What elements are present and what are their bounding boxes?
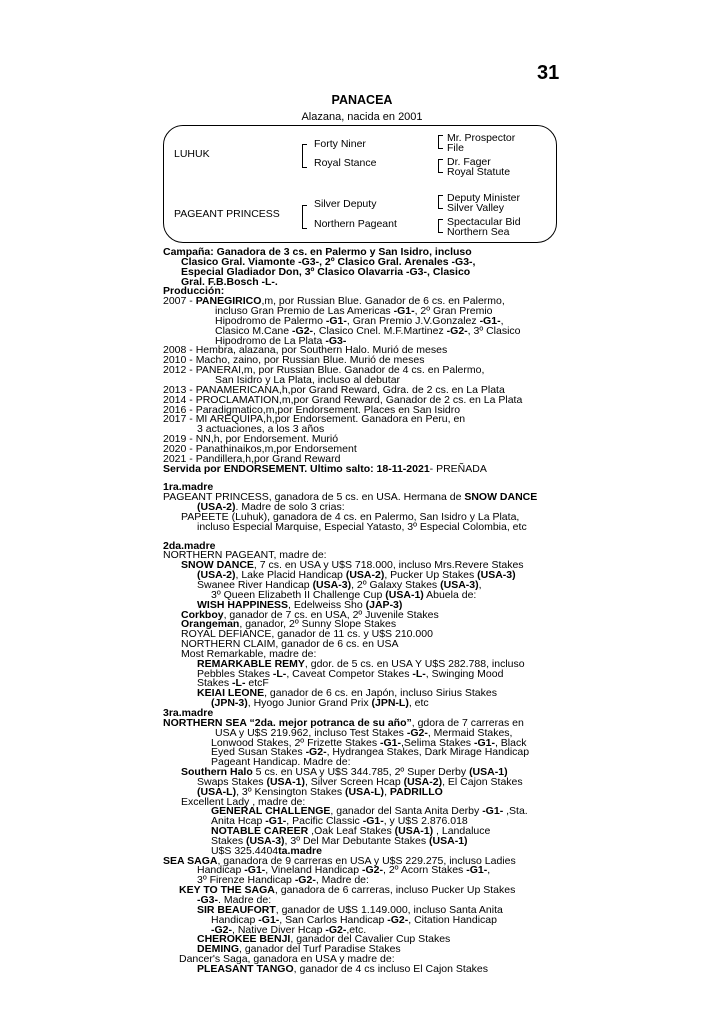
- pedigree-sire: LUHUK: [174, 148, 210, 160]
- text-segment: , ganador de 4 cs incluso El Cajon Stakes: [293, 962, 489, 975]
- text-segment: Stakes: [211, 834, 247, 847]
- text-segment: 3º Firenze Handicap: [197, 874, 295, 887]
- text-segment: PAGEANT PRINCESS, ganadora de 5 cs. en USA. Hermana de: [163, 491, 465, 504]
- text-segment: -G2-: [362, 864, 383, 877]
- text-segment: (JPN-L): [371, 697, 409, 710]
- pedigree-ggp-1: Mr. Prospector File: [447, 132, 516, 154]
- text-segment: -G1-: [380, 736, 402, 749]
- text-segment: ROYAL DEFIANCE, ganador de 11 cs. y U$S 210.000: [181, 628, 433, 641]
- text-segment: 2007 -: [163, 295, 196, 308]
- text-segment: 2021 - Pandillera,h,por Grand Reward: [163, 452, 341, 465]
- first-dam-line: [163, 520, 537, 533]
- text-segment: -G1-: [479, 314, 501, 327]
- text-segment: , San Carlos Handicap: [279, 913, 388, 926]
- second-dam-line: [163, 699, 537, 709]
- text-segment: , Silver Screen Hcap: [304, 775, 404, 788]
- text-segment: 3ra.madre: [163, 706, 214, 719]
- text-segment: Stakes: [197, 677, 233, 690]
- text-segment: , Pacific Classic: [286, 815, 363, 828]
- bracket: [438, 219, 443, 233]
- text-segment: , ganador del Santa Anita Derby: [330, 805, 483, 818]
- text-segment: , gdora de 7 carreras en: [411, 716, 524, 729]
- text-segment: incluso Gran Premio de Las Americas: [215, 305, 394, 318]
- text-segment: -L-: [272, 667, 287, 680]
- text-segment: Gral. F.B.Bosch -L-.: [181, 275, 278, 288]
- text-segment: Handicap: [197, 864, 245, 877]
- text-segment: , 7 cs. en USA y U$S 718.000, incluso Mrs.Revere Stakes: [253, 559, 524, 572]
- pedigree-ggp-4: Spectacular Bid Northern Sea: [447, 216, 521, 238]
- text-segment: . Madre de solo 3 crias:: [235, 501, 345, 514]
- text-segment: ,Selima Stakes: [401, 736, 474, 749]
- text-segment: , gdor. de 5 cs. en USA Y U$S 282.788, incluso: [304, 657, 525, 670]
- text-segment: KEY TO THE SAGA: [179, 884, 275, 897]
- text-segment: ,etc.: [346, 923, 367, 936]
- text-segment: -G2-: [325, 923, 347, 936]
- text-segment: , 3º Clasico: [467, 324, 521, 337]
- text-segment: 5 cs. en USA y U$S 344.785, 2º Super Derby: [252, 766, 470, 779]
- text-segment: , ganador de 7 cs. en USA, 2º Juvenile Stakes: [223, 608, 439, 621]
- text-segment: DEMING: [197, 943, 239, 956]
- text-segment: Abuela de:: [423, 588, 477, 601]
- text-segment: 2017 - MI AREQUIPA,h,por Endorsement. Ganadora en Peru, en: [163, 413, 466, 426]
- text-segment: , 3º Kensington Stakes: [236, 785, 345, 798]
- text-segment: , Hyogo Junior Grand Prix: [247, 697, 372, 710]
- text-segment: -G1-: [325, 314, 347, 327]
- text-segment: Clasico Gral. Viamonte -G3-, 2º Clasico Gral. Arenales -G3-,: [181, 255, 476, 268]
- text-segment: , 2º Gran Premio: [414, 305, 493, 318]
- pedigree-dam: PAGEANT PRINCESS: [174, 208, 280, 220]
- text-segment: 2020 - Panathinaikos,m,por Endorsement: [163, 442, 357, 455]
- text-segment: (USA-1): [266, 775, 305, 788]
- text-segment: -G1-: [258, 913, 280, 926]
- text-segment: (USA-1): [429, 834, 468, 847]
- text-segment: , ganador del Cavalier Cup Stakes: [290, 933, 451, 946]
- text-segment: -L-: [232, 677, 246, 690]
- text-segment: , Vineland Handicap: [265, 864, 362, 877]
- text-segment: , Edelweiss Sho: [288, 598, 366, 611]
- text-segment: , ganadora de 9 carreras en USA y U$S 229.275, incluso Ladies: [217, 854, 516, 867]
- text-segment: -G2-: [387, 913, 409, 926]
- text-segment: USA y U$S 219.962, incluso Test Stakes: [215, 726, 407, 739]
- text-segment: Handicap: [211, 913, 259, 926]
- text-segment: (USA-3): [477, 569, 516, 582]
- text-segment: Servida por ENDORSEMENT. Ultimo salto: 18-11-2021: [163, 462, 430, 475]
- section-gap: [163, 474, 537, 483]
- text-segment: San Isidro y La Plata, incluso al debutar: [215, 373, 401, 386]
- text-segment: NORTHERN SEA “2da. mejor potranca de su año”: [163, 716, 412, 729]
- text-segment: , 2º Acorn Stakes: [383, 864, 467, 877]
- text-segment: ,m, por Russian Blue. Ganador de 6 cs. en Palermo,: [261, 295, 505, 308]
- text-segment: , y U$S 2.876.018: [383, 815, 468, 828]
- text-segment: , Gran Premio J.V.Gonzalez: [346, 314, 480, 327]
- text-segment: (USA-1): [385, 588, 424, 601]
- text-segment: -G2-: [294, 874, 316, 887]
- pedigree-sire-dam: Royal Stance: [314, 157, 377, 169]
- text-segment: Eyed Susan Stakes: [211, 746, 306, 759]
- text-segment: (USA-1): [469, 766, 508, 779]
- text-segment: -G3-: [325, 334, 347, 347]
- text-segment: PANEGIRICO: [195, 295, 262, 308]
- text-segment: 2019 - NN,h, por Endorsement. Murió: [163, 433, 339, 446]
- text-segment: Lonwood Stakes, 2º Frizette Stakes: [211, 736, 381, 749]
- text-segment: -G2-: [406, 726, 428, 739]
- text-segment: SNOW DANCE: [181, 559, 254, 572]
- text-segment: 1ra.madre: [163, 481, 214, 494]
- text-segment: Swanee River Handicap: [197, 579, 313, 591]
- pedigree-ggp-2: Dr. Fager Royal Statute: [447, 156, 511, 178]
- text-segment: (USA-2): [197, 569, 236, 582]
- text-segment: SNOW DANCE: [464, 491, 538, 504]
- text-segment: REMARKABLE REMY: [197, 657, 305, 670]
- text-segment: , Swinging Mood: [425, 667, 504, 680]
- text-segment: -G2-: [211, 923, 232, 936]
- text-segment: 2008 - Hembra, alazana, por Southern Halo. Murió de meses: [163, 344, 448, 357]
- horse-description: Alazana, nacida en 2001: [301, 111, 423, 123]
- text-segment: -G2-: [446, 324, 468, 337]
- text-segment: 2014 - PROCLAMATION,m,por Grand Reward, Ganador de 2 cs. en La Plata: [163, 393, 523, 406]
- text-segment: , Lake Placid Handicap: [235, 569, 346, 582]
- bracket: [302, 144, 307, 168]
- text-segment: WISH HAPPINESS: [197, 598, 289, 611]
- text-segment: , Citation Handicap: [408, 913, 497, 926]
- text-segment: ,Sta.: [503, 805, 528, 818]
- text-segment: Dancer's Saga, ganadora en USA y madre de:: [179, 953, 395, 966]
- text-segment: , ganador de 6 cs. en Japón, incluso Sirius Stakes: [264, 687, 497, 700]
- text-segment: NORTHERN PAGEANT, madre de:: [163, 549, 327, 562]
- text-segment: ,: [478, 579, 482, 591]
- text-segment: (USA-3): [440, 579, 479, 591]
- text-segment: ,: [487, 864, 491, 877]
- text-segment: Producción:: [163, 285, 225, 298]
- text-segment: Corkboy: [181, 608, 224, 621]
- text-segment: SIR BEAUFORT: [197, 903, 276, 916]
- text-segment: Swaps Stakes: [197, 775, 267, 788]
- text-segment: (JAP-3): [365, 598, 403, 611]
- text-segment: ,: [384, 785, 390, 798]
- text-segment: Pebbles Stakes: [197, 667, 273, 680]
- text-segment: Excellent Lady , madre de:: [181, 795, 306, 808]
- bracket: [438, 159, 443, 173]
- record-line: [163, 462, 537, 475]
- text-segment: 2012 - PANERAI,m, por Russian Blue. Ganador de 4 cs. en Palermo,: [163, 364, 485, 377]
- bracket: [438, 195, 443, 209]
- text-segment: -G1-: [473, 736, 495, 749]
- text-segment: CHEROKEE BENJI: [197, 933, 291, 946]
- text-segment: - PREÑADA: [429, 462, 487, 475]
- section-gap: [163, 533, 537, 542]
- text-segment: , ganador, 2º Sunny Slope Stakes: [239, 618, 397, 631]
- text-segment: 2da.madre: [163, 539, 216, 552]
- text-segment: Southern Halo: [181, 766, 253, 779]
- pedigree-sire-sire: Forty Niner: [314, 138, 366, 150]
- text-segment: , Madre de:: [315, 874, 369, 887]
- bracket: [302, 205, 307, 229]
- text-segment: (USA-L): [197, 785, 237, 798]
- text-segment: Orangeman: [181, 618, 240, 631]
- text-segment: (USA-L): [344, 785, 385, 798]
- text-segment: ta.madre: [278, 844, 322, 857]
- text-segment: -G1-: [265, 815, 287, 828]
- text-segment: NOTABLE CAREER: [211, 825, 309, 838]
- text-segment: , 2º Galaxy Stakes: [351, 579, 441, 591]
- bracket: [438, 135, 443, 149]
- text-segment: -L-: [412, 667, 426, 680]
- text-segment: -G2-: [305, 746, 327, 759]
- text-segment: , ganador del Turf Paradise Stakes: [239, 943, 401, 956]
- page-number: 31: [537, 62, 560, 84]
- text-segment: , 3º Del Mar Debutante Stakes: [284, 834, 430, 847]
- text-segment: (USA-2): [197, 501, 236, 514]
- text-segment: Especial Gladiador Don, 3º Clasico Olavarria -G3-, Clasico: [181, 265, 471, 278]
- pedigree-dam-sire: Silver Deputy: [314, 198, 377, 210]
- text-segment: , Native Diver Hcap: [232, 923, 326, 936]
- text-segment: , ganadora de 6 carreras, incluso Pucker Up Stakes: [274, 884, 516, 897]
- text-segment: (USA-2): [345, 569, 385, 582]
- text-segment: , El Cajon Stakes: [442, 775, 523, 788]
- text-segment: 2010 - Macho, zaino, por Russian Blue. Murió de meses: [163, 354, 425, 367]
- text-segment: Hipodromo de La Plata: [215, 334, 326, 347]
- pedigree-dam-dam: Northern Pageant: [314, 218, 397, 230]
- text-segment: (USA-3): [246, 834, 285, 847]
- text-segment: etcF: [245, 677, 269, 690]
- text-segment: , Landaluce: [433, 825, 491, 838]
- text-segment: (JPN-3): [211, 697, 248, 710]
- text-segment: , Pucker Up Stakes: [384, 569, 478, 582]
- text-segment: -G3-: [197, 894, 218, 906]
- text-segment: , Clasico Cnel. M.F.Martinez: [313, 324, 447, 337]
- text-segment: KEIAI LEONE: [197, 687, 265, 700]
- text-segment: 3º Queen Elizabeth II Challenge Cup: [211, 588, 386, 601]
- text-segment: (USA-3): [312, 579, 352, 591]
- text-segment: . Madre de:: [218, 894, 272, 906]
- text-segment: -G1-: [362, 815, 384, 828]
- text-segment: PADRILLO: [389, 785, 443, 798]
- text-segment: PAPEETE (Luhuk), ganadora de 4 cs. en Palermo, San Isidro y La Plata,: [181, 510, 520, 523]
- text-segment: Hipodromo de Palermo: [215, 314, 326, 327]
- text-segment: , etc: [408, 697, 429, 710]
- text-segment: 2016 - Paradigmatico,m,por Endorsement. Places en San Isidro: [163, 403, 461, 416]
- third-dam-line: [163, 962, 537, 975]
- text-segment: 3 actuaciones, a los 3 años: [197, 423, 325, 436]
- text-segment: NORTHERN CLAIM, ganador de 6 cs. en USA: [181, 638, 399, 651]
- text-segment: -G2-: [292, 324, 314, 337]
- text-segment: -G1-: [393, 305, 415, 318]
- text-segment: ,Oak Leaf Stakes: [308, 825, 395, 838]
- text-segment: SEA SAGA: [163, 854, 218, 867]
- text-segment: Anita Hcap: [211, 815, 266, 828]
- horse-name: PANACEA: [331, 93, 393, 107]
- text-segment: incluso Especial Marquise, Especial Yatasto, 3º Especial Colombia, etc: [197, 520, 527, 533]
- text-segment: ,: [500, 314, 504, 327]
- text-segment: , Hydrangea Stakes, Dark Mirage Handicap: [326, 746, 530, 759]
- text-segment: , Caveat Competor Stakes: [286, 667, 413, 680]
- text-segment: -G1-: [244, 864, 266, 877]
- text-segment: Clasico M.Cane: [215, 324, 293, 337]
- text-segment: , ganador de U$S 1.149.000, incluso Santa Anita: [275, 903, 503, 916]
- text-segment: GENERAL CHALLENGE: [211, 805, 331, 818]
- document-body: [163, 248, 537, 975]
- text-segment: -G1-: [466, 864, 488, 877]
- text-segment: 2013 - PANAMERICANA,h,por Grand Reward, Gdra. de 2 cs. en La Plata: [163, 383, 505, 396]
- text-segment: , Mermaid Stakes,: [427, 726, 513, 739]
- text-segment: Most Remarkable, madre de:: [181, 647, 317, 660]
- text-segment: (USA-1): [394, 825, 434, 838]
- text-segment: U$S 325.4404: [211, 844, 279, 857]
- text-segment: , Black: [494, 736, 527, 749]
- pedigree-ggp-3: Deputy Minister Silver Valley: [447, 192, 520, 214]
- text-segment: -G1-: [482, 805, 504, 818]
- text-segment: (USA-2): [403, 775, 443, 788]
- text-segment: Pageant Handicap. Madre de:: [211, 756, 351, 769]
- text-segment: Campaña: Ganadora de 3 cs. en Palermo y San Isidro, incluso: [163, 246, 472, 258]
- text-segment: PLEASANT TANGO: [197, 962, 294, 975]
